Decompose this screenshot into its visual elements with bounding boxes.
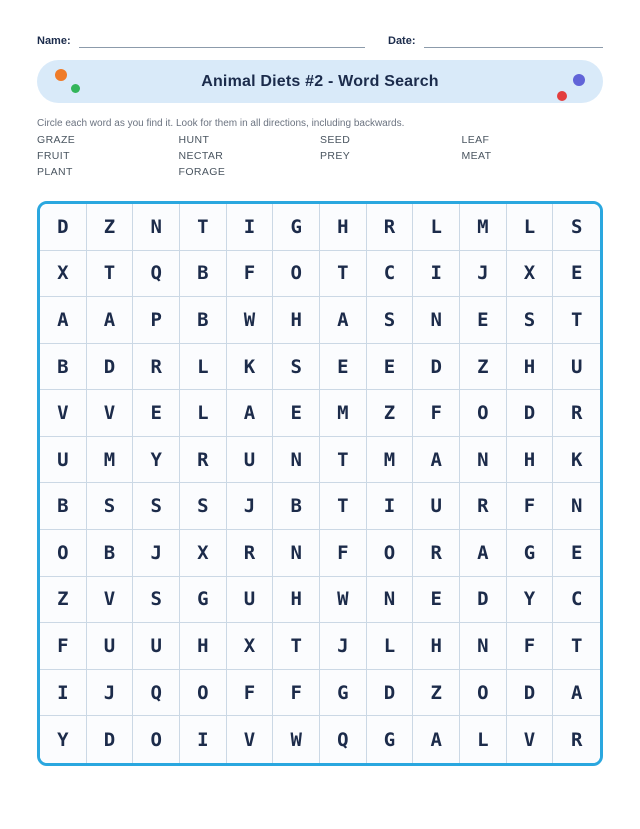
grid-cell-r7c2[interactable]: S — [87, 483, 134, 530]
grid-cell-r4c9[interactable]: D — [413, 344, 460, 391]
grid-cell-r7c4[interactable]: S — [180, 483, 227, 530]
grid-cell-r12c3[interactable]: O — [133, 716, 180, 763]
grid-cell-r2c10[interactable]: J — [460, 251, 507, 298]
grid-cell-r9c7[interactable]: W — [320, 577, 367, 624]
grid-cell-r3c1[interactable]: A — [40, 297, 87, 344]
grid-cell-r9c9[interactable]: E — [413, 577, 460, 624]
orange-dot-icon — [55, 69, 67, 81]
grid-cell-r3c4[interactable]: B — [180, 297, 227, 344]
grid-cell-r3c6[interactable]: H — [273, 297, 320, 344]
green-dot-icon — [71, 84, 80, 93]
grid-cell-r4c8[interactable]: E — [367, 344, 414, 391]
grid-cell-r1c9[interactable]: L — [413, 204, 460, 251]
grid-cell-r11c9[interactable]: Z — [413, 670, 460, 717]
grid-cell-r4c10[interactable]: Z — [460, 344, 507, 391]
grid-cell-r10c10[interactable]: N — [460, 623, 507, 670]
grid-cell-r2c5[interactable]: F — [227, 251, 274, 298]
grid-cell-r4c3[interactable]: R — [133, 344, 180, 391]
page-title: Animal Diets #2 - Word Search — [201, 72, 439, 90]
grid-cell-r6c1[interactable]: U — [40, 437, 87, 484]
grid-cell-r11c6[interactable]: F — [273, 670, 320, 717]
grid-cell-r6c7[interactable]: T — [320, 437, 367, 484]
grid-cell-r8c12[interactable]: E — [553, 530, 600, 577]
grid-cell-r2c12[interactable]: E — [553, 251, 600, 298]
date-label: Date: — [388, 35, 416, 47]
grid-cell-r3c7[interactable]: A — [320, 297, 367, 344]
grid-cell-r8c10[interactable]: A — [460, 530, 507, 577]
name-label: Name: — [37, 35, 71, 47]
grid-cell-r8c3[interactable]: J — [133, 530, 180, 577]
grid-cell-r5c7[interactable]: M — [320, 390, 367, 437]
grid-cell-r6c8[interactable]: M — [367, 437, 414, 484]
word-list-item: FORAGE — [178, 166, 226, 178]
grid-cell-r2c4[interactable]: B — [180, 251, 227, 298]
grid-cell-r10c5[interactable]: X — [227, 623, 274, 670]
grid-cell-r5c5[interactable]: A — [227, 390, 274, 437]
grid-cell-r5c3[interactable]: E — [133, 390, 180, 437]
grid-cell-r1c11[interactable]: L — [507, 204, 554, 251]
grid-cell-r8c1[interactable]: O — [40, 530, 87, 577]
grid-cell-r5c8[interactable]: Z — [367, 390, 414, 437]
grid-cell-r11c3[interactable]: Q — [133, 670, 180, 717]
grid-cell-r10c7[interactable]: J — [320, 623, 367, 670]
word-list-item: PREY — [320, 150, 351, 162]
grid-cell-r12c12[interactable]: R — [553, 716, 600, 763]
word-list-item: LEAF — [461, 134, 490, 146]
grid-cell-r2c2[interactable]: T — [87, 251, 134, 298]
word-list-item: FRUIT — [37, 150, 70, 162]
date-input-line[interactable] — [424, 34, 603, 48]
grid-cell-r7c7[interactable]: T — [320, 483, 367, 530]
grid-cell-r6c6[interactable]: N — [273, 437, 320, 484]
grid-cell-r11c11[interactable]: D — [507, 670, 554, 717]
grid-cell-r12c2[interactable]: D — [87, 716, 134, 763]
grid-cell-r9c11[interactable]: Y — [507, 577, 554, 624]
grid-cell-r4c1[interactable]: B — [40, 344, 87, 391]
grid-cell-r6c2[interactable]: M — [87, 437, 134, 484]
grid-cell-r8c9[interactable]: R — [413, 530, 460, 577]
grid-cell-r1c6[interactable]: G — [273, 204, 320, 251]
grid-cell-r7c1[interactable]: B — [40, 483, 87, 530]
grid-cell-r3c5[interactable]: W — [227, 297, 274, 344]
grid-cell-r12c5[interactable]: V — [227, 716, 274, 763]
grid-cell-r5c12[interactable]: R — [553, 390, 600, 437]
grid-cell-r1c1[interactable]: D — [40, 204, 87, 251]
grid-cell-r3c2[interactable]: A — [87, 297, 134, 344]
grid-cell-r1c12[interactable]: S — [553, 204, 600, 251]
grid-cell-r5c6[interactable]: E — [273, 390, 320, 437]
word-list-item: GRAZE — [37, 134, 76, 146]
grid-cell-r9c4[interactable]: G — [180, 577, 227, 624]
word-list-item: NECTAR — [178, 150, 224, 162]
grid-cell-r6c10[interactable]: N — [460, 437, 507, 484]
grid-cell-r6c9[interactable]: A — [413, 437, 460, 484]
grid-cell-r4c5[interactable]: K — [227, 344, 274, 391]
grid-cell-r9c10[interactable]: D — [460, 577, 507, 624]
date-field-group — [388, 34, 603, 48]
grid-cell-r2c9[interactable]: I — [413, 251, 460, 298]
grid-cell-r3c8[interactable]: S — [367, 297, 414, 344]
grid-cell-r8c11[interactable]: G — [507, 530, 554, 577]
instructions-text: Circle each word as you find it. Look for them in all directions, including backwards. — [37, 118, 405, 129]
name-input-line[interactable] — [79, 34, 365, 48]
grid-cell-r12c4[interactable]: I — [180, 716, 227, 763]
grid-cell-r10c9[interactable]: H — [413, 623, 460, 670]
grid-cell-r7c8[interactable]: I — [367, 483, 414, 530]
puzzle-grid — [37, 201, 603, 766]
grid-cell-r7c6[interactable]: B — [273, 483, 320, 530]
grid-cell-r11c8[interactable]: D — [367, 670, 414, 717]
grid-cell-r3c3[interactable]: P — [133, 297, 180, 344]
title-banner — [37, 60, 603, 103]
grid-cell-r4c12[interactable]: U — [553, 344, 600, 391]
grid-cell-r6c5[interactable]: U — [227, 437, 274, 484]
grid-cell-r8c5[interactable]: R — [227, 530, 274, 577]
grid-cell-r1c8[interactable]: R — [367, 204, 414, 251]
grid-cell-r1c10[interactable]: M — [460, 204, 507, 251]
indigo-dot-icon — [573, 74, 585, 86]
grid-cell-r5c2[interactable]: V — [87, 390, 134, 437]
grid-cell-r4c4[interactable]: L — [180, 344, 227, 391]
grid-cell-r11c10[interactable]: O — [460, 670, 507, 717]
grid-cell-r7c11[interactable]: F — [507, 483, 554, 530]
grid-cell-r8c8[interactable]: O — [367, 530, 414, 577]
grid-cell-r9c5[interactable]: U — [227, 577, 274, 624]
grid-cell-r3c10[interactable]: E — [460, 297, 507, 344]
grid-cell-r12c11[interactable]: V — [507, 716, 554, 763]
grid-cell-r4c11[interactable]: H — [507, 344, 554, 391]
grid-cell-r12c7[interactable]: Q — [320, 716, 367, 763]
grid-cell-r4c2[interactable]: D — [87, 344, 134, 391]
grid-cell-r1c4[interactable]: T — [180, 204, 227, 251]
grid-cell-r12c10[interactable]: L — [460, 716, 507, 763]
header-fields — [37, 34, 603, 48]
grid-cell-r6c11[interactable]: H — [507, 437, 554, 484]
grid-cell-r12c1[interactable]: Y — [40, 716, 87, 763]
grid-cell-r10c2[interactable]: U — [87, 623, 134, 670]
grid-cell-r10c1[interactable]: F — [40, 623, 87, 670]
grid-cell-r10c12[interactable]: T — [553, 623, 600, 670]
grid-cell-r7c3[interactable]: S — [133, 483, 180, 530]
grid-cell-r1c7[interactable]: H — [320, 204, 367, 251]
grid-cell-r8c4[interactable]: X — [180, 530, 227, 577]
grid-cell-r11c5[interactable]: F — [227, 670, 274, 717]
grid-cell-r12c6[interactable]: W — [273, 716, 320, 763]
grid-cell-r6c12[interactable]: K — [553, 437, 600, 484]
grid-cell-r4c7[interactable]: E — [320, 344, 367, 391]
grid-cell-r3c12[interactable]: T — [553, 297, 600, 344]
grid-cell-r2c3[interactable]: Q — [133, 251, 180, 298]
grid-cell-r9c8[interactable]: N — [367, 577, 414, 624]
grid-cell-r10c8[interactable]: L — [367, 623, 414, 670]
word-list — [37, 134, 603, 178]
grid-cell-r3c11[interactable]: S — [507, 297, 554, 344]
grid-cell-r10c6[interactable]: T — [273, 623, 320, 670]
grid-cell-r12c8[interactable]: G — [367, 716, 414, 763]
grid-cell-r7c9[interactable]: U — [413, 483, 460, 530]
grid-cell-r9c3[interactable]: S — [133, 577, 180, 624]
grid-cell-r11c2[interactable]: J — [87, 670, 134, 717]
name-field-group — [37, 34, 365, 48]
grid-cell-r5c9[interactable]: F — [413, 390, 460, 437]
grid-cell-r2c8[interactable]: C — [367, 251, 414, 298]
grid-cell-r9c2[interactable]: V — [87, 577, 134, 624]
grid-cell-r5c11[interactable]: D — [507, 390, 554, 437]
grid-cell-r6c3[interactable]: Y — [133, 437, 180, 484]
grid-cell-r2c6[interactable]: O — [273, 251, 320, 298]
grid-cell-r1c5[interactable]: I — [227, 204, 274, 251]
grid-cell-r8c7[interactable]: F — [320, 530, 367, 577]
grid-cell-r11c1[interactable]: I — [40, 670, 87, 717]
grid-cell-r11c4[interactable]: O — [180, 670, 227, 717]
word-list-item: MEAT — [461, 150, 492, 162]
grid-cell-r1c2[interactable]: Z — [87, 204, 134, 251]
grid-cell-r5c1[interactable]: V — [40, 390, 87, 437]
red-dot-icon — [557, 91, 567, 101]
grid-cell-r11c12[interactable]: A — [553, 670, 600, 717]
grid-cell-r7c5[interactable]: J — [227, 483, 274, 530]
grid-cell-r3c9[interactable]: N — [413, 297, 460, 344]
grid-cell-r7c12[interactable]: N — [553, 483, 600, 530]
grid-cell-r10c11[interactable]: F — [507, 623, 554, 670]
word-list-item: SEED — [320, 134, 351, 146]
grid-cell-r12c9[interactable]: A — [413, 716, 460, 763]
grid-cell-r8c6[interactable]: N — [273, 530, 320, 577]
grid-cell-r7c10[interactable]: R — [460, 483, 507, 530]
grid-cell-r6c4[interactable]: R — [180, 437, 227, 484]
grid-cell-r10c4[interactable]: H — [180, 623, 227, 670]
grid-cell-r2c7[interactable]: T — [320, 251, 367, 298]
grid-cell-r9c12[interactable]: C — [553, 577, 600, 624]
grid-cell-r2c1[interactable]: X — [40, 251, 87, 298]
grid-cell-r9c1[interactable]: Z — [40, 577, 87, 624]
grid-cell-r8c2[interactable]: B — [87, 530, 134, 577]
grid-cell-r1c3[interactable]: N — [133, 204, 180, 251]
grid-cell-r10c3[interactable]: U — [133, 623, 180, 670]
word-list-item: HUNT — [178, 134, 210, 146]
word-list-item: PLANT — [37, 166, 73, 178]
grid-cell-r9c6[interactable]: H — [273, 577, 320, 624]
grid-cell-r5c4[interactable]: L — [180, 390, 227, 437]
grid-cell-r11c7[interactable]: G — [320, 670, 367, 717]
grid-cell-r2c11[interactable]: X — [507, 251, 554, 298]
grid-cell-r4c6[interactable]: S — [273, 344, 320, 391]
grid-cell-r5c10[interactable]: O — [460, 390, 507, 437]
